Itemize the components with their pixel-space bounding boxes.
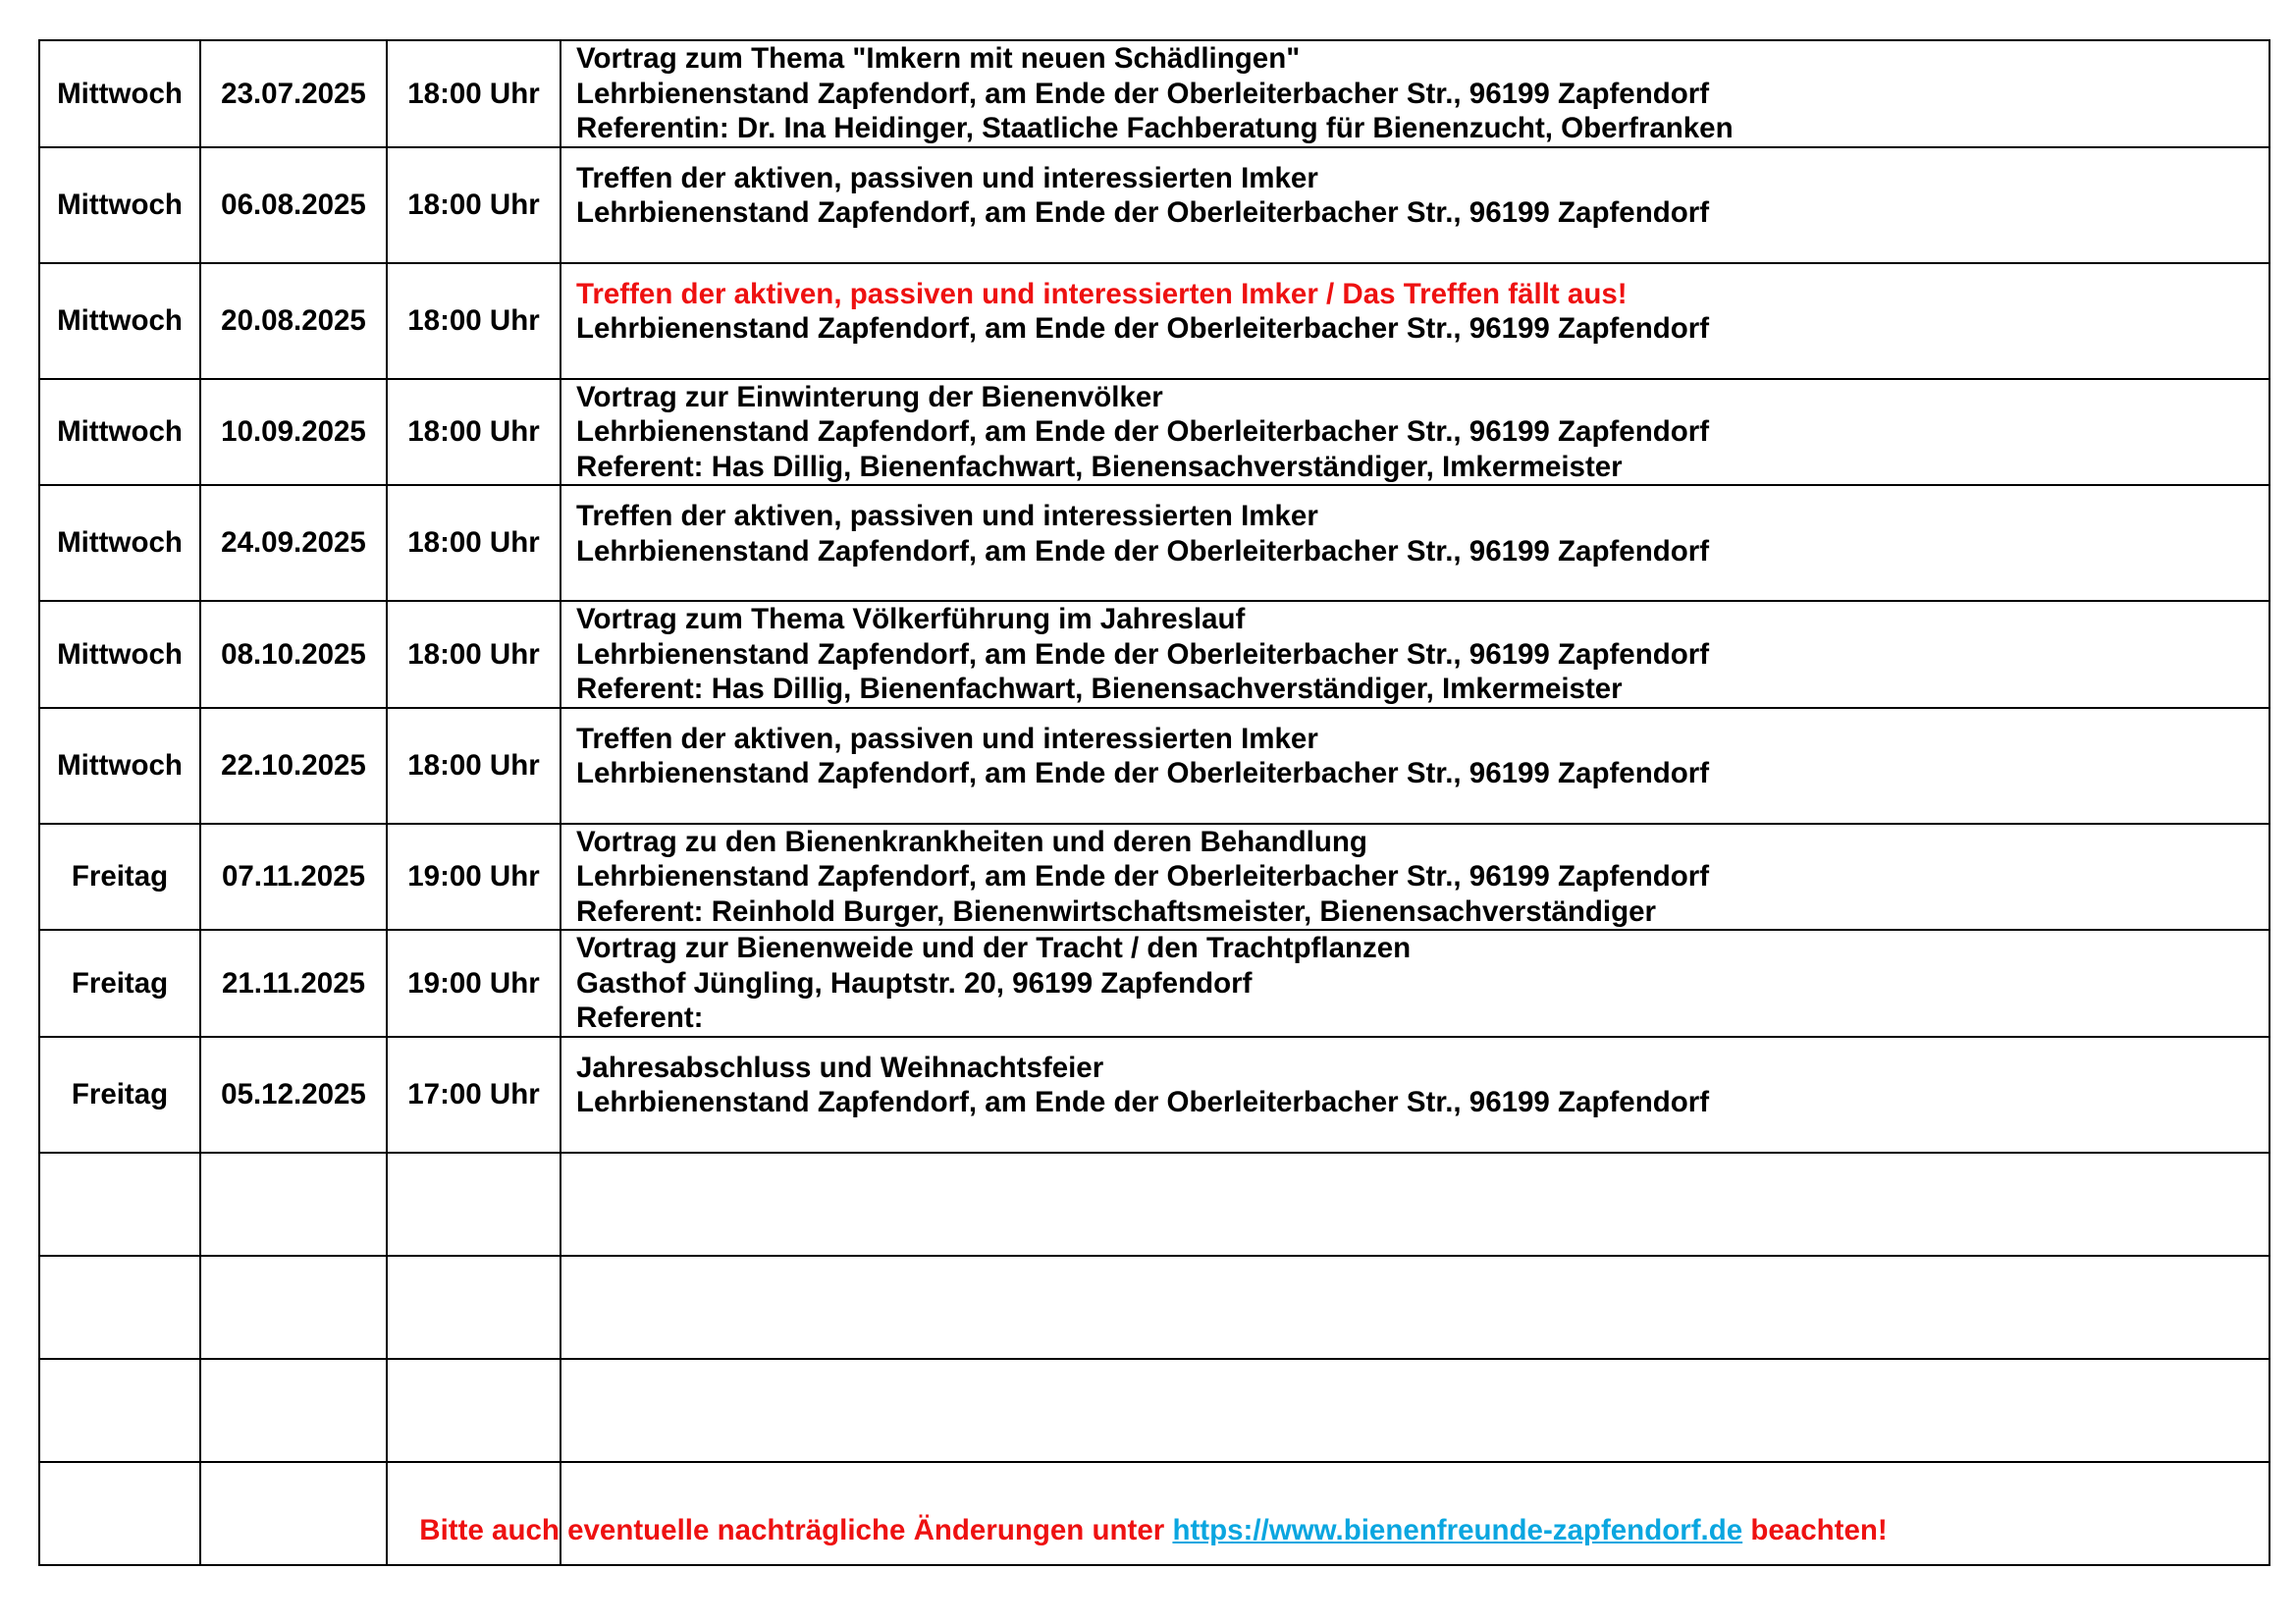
day-cell: Mittwoch	[39, 379, 200, 486]
date-cell: 08.10.2025	[200, 601, 387, 708]
description-line: Lehrbienenstand Zapfendorf, am Ende der Oberleiterbacher Str., 96199 Zapfendorf	[576, 860, 1710, 893]
date-cell: 21.11.2025	[200, 930, 387, 1037]
time-cell: 18:00 Uhr	[387, 601, 561, 708]
table-row	[39, 930, 2269, 1037]
description-line: Treffen der aktiven, passiven und interessierten Imker	[576, 161, 1318, 194]
description-line: Referent: Has Dillig, Bienenfachwart, Bienensachverständiger, Imkermeister	[576, 673, 1623, 705]
time-cell	[387, 1153, 561, 1256]
description-line: Vortrag zu den Bienenkrankheiten und deren Behandlung	[576, 825, 1367, 858]
description-line: Vortrag zum Thema Völkerführung im Jahreslauf	[576, 603, 1246, 635]
description-line: Lehrbienenstand Zapfendorf, am Ende der Oberleiterbacher Str., 96199 Zapfendorf	[576, 757, 1710, 789]
date-cell	[200, 1256, 387, 1359]
description-line: Lehrbienenstand Zapfendorf, am Ende der Oberleiterbacher Str., 96199 Zapfendorf	[576, 196, 1710, 229]
date-cell: 22.10.2025	[200, 708, 387, 824]
time-cell: 18:00 Uhr	[387, 263, 561, 379]
day-cell: Mittwoch	[39, 263, 200, 379]
time-cell: 18:00 Uhr	[387, 379, 561, 486]
date-cell: 10.09.2025	[200, 379, 387, 486]
description-cell	[561, 263, 2269, 379]
description-cell	[561, 1256, 2269, 1359]
table-row	[39, 40, 2269, 147]
date-cell: 06.08.2025	[200, 147, 387, 263]
description-cell	[561, 708, 2269, 824]
description-line: Lehrbienenstand Zapfendorf, am Ende der Oberleiterbacher Str., 96199 Zapfendorf	[576, 77, 1710, 110]
description-line: Vortrag zur Bienenweide und der Tracht / den Trachtpflanzen	[576, 932, 1412, 964]
table-row	[39, 1256, 2269, 1359]
table-row	[39, 147, 2269, 263]
date-cell	[200, 1359, 387, 1462]
description-line: Referent: Has Dillig, Bienenfachwart, Bienensachverständiger, Imkermeister	[576, 450, 1623, 483]
description-line: Lehrbienenstand Zapfendorf, am Ende der Oberleiterbacher Str., 96199 Zapfendorf	[576, 637, 1710, 671]
table-row	[39, 1359, 2269, 1462]
day-cell: Mittwoch	[39, 708, 200, 824]
description-line: Lehrbienenstand Zapfendorf, am Ende der Oberleiterbacher Str., 96199 Zapfendorf	[576, 534, 1710, 568]
footer-text-after: beachten!	[1742, 1514, 1888, 1546]
description-line: Referentin: Dr. Ina Heidinger, Staatliche Fachberatung für Bienenzucht, Oberfranken	[576, 112, 1734, 144]
time-cell: 18:00 Uhr	[387, 147, 561, 263]
day-cell: Mittwoch	[39, 40, 200, 147]
time-cell: 18:00 Uhr	[387, 485, 561, 601]
table-row	[39, 1037, 2269, 1153]
description-cell	[561, 601, 2269, 708]
day-cell: Freitag	[39, 930, 200, 1037]
description-line: Lehrbienenstand Zapfendorf, am Ende der Oberleiterbacher Str., 96199 Zapfendorf	[576, 312, 1710, 345]
date-cell: 23.07.2025	[200, 40, 387, 147]
description-cell	[561, 1359, 2269, 1462]
description-line: Referent: Reinhold Burger, Bienenwirtschaftsmeister, Bienensachverständiger	[576, 894, 1657, 928]
table-row	[39, 263, 2269, 379]
description-cell	[561, 1153, 2269, 1256]
time-cell: 18:00 Uhr	[387, 708, 561, 824]
day-cell	[39, 1359, 200, 1462]
time-cell	[387, 1359, 561, 1462]
time-cell: 19:00 Uhr	[387, 824, 561, 931]
time-cell: 17:00 Uhr	[387, 1037, 561, 1153]
description-line: Treffen der aktiven, passiven und interessierten Imker	[576, 722, 1318, 755]
day-cell: Mittwoch	[39, 485, 200, 601]
day-cell	[39, 1153, 200, 1256]
website-link[interactable]: https://www.bienenfreunde-zapfendorf.de	[1172, 1514, 1743, 1546]
day-cell: Mittwoch	[39, 147, 200, 263]
description-cell	[561, 1037, 2269, 1153]
table-row	[39, 708, 2269, 824]
description-line: Referent:	[576, 1001, 704, 1034]
description-cell	[561, 930, 2269, 1037]
description-line: Lehrbienenstand Zapfendorf, am Ende der Oberleiterbacher Str., 96199 Zapfendorf	[576, 415, 1710, 448]
table-row	[39, 1153, 2269, 1256]
event-schedule-table	[38, 39, 2270, 1566]
schedule-body	[39, 40, 2269, 1565]
table-row	[39, 379, 2269, 486]
time-cell: 19:00 Uhr	[387, 930, 561, 1037]
description-line: Lehrbienenstand Zapfendorf, am Ende der Oberleiterbacher Str., 96199 Zapfendorf	[576, 1086, 1710, 1118]
date-cell	[200, 1153, 387, 1256]
description-cell	[561, 824, 2269, 931]
day-cell: Mittwoch	[39, 601, 200, 708]
cancellation-notice-line: Treffen der aktiven, passiven und interessierten Imker / Das Treffen fällt aus!	[576, 277, 1628, 310]
footer-text-before: Bitte auch eventuelle nachträgliche Änderungen unter	[419, 1514, 1173, 1546]
description-cell	[561, 379, 2269, 486]
date-cell: 20.08.2025	[200, 263, 387, 379]
description-cell	[561, 147, 2269, 263]
description-line: Vortrag zum Thema "Imkern mit neuen Schädlingen"	[576, 42, 1301, 75]
description-line: Vortrag zur Einwinterung der Bienenvölker	[576, 380, 1163, 413]
description-line: Treffen der aktiven, passiven und interessierten Imker	[576, 500, 1318, 532]
description-line: Jahresabschluss und Weihnachtsfeier	[576, 1051, 1104, 1084]
description-cell	[561, 485, 2269, 601]
date-cell: 07.11.2025	[200, 824, 387, 931]
table-row	[39, 485, 2269, 601]
footer-notice	[38, 1513, 2269, 1548]
time-cell	[387, 1256, 561, 1359]
date-cell: 05.12.2025	[200, 1037, 387, 1153]
day-cell: Freitag	[39, 1037, 200, 1153]
date-cell: 24.09.2025	[200, 485, 387, 601]
day-cell: Freitag	[39, 824, 200, 931]
time-cell: 18:00 Uhr	[387, 40, 561, 147]
description-cell	[561, 40, 2269, 147]
day-cell	[39, 1256, 200, 1359]
table-row	[39, 824, 2269, 931]
description-line: Gasthof Jüngling, Hauptstr. 20, 96199 Zapfendorf	[576, 966, 1253, 1000]
table-row	[39, 601, 2269, 708]
